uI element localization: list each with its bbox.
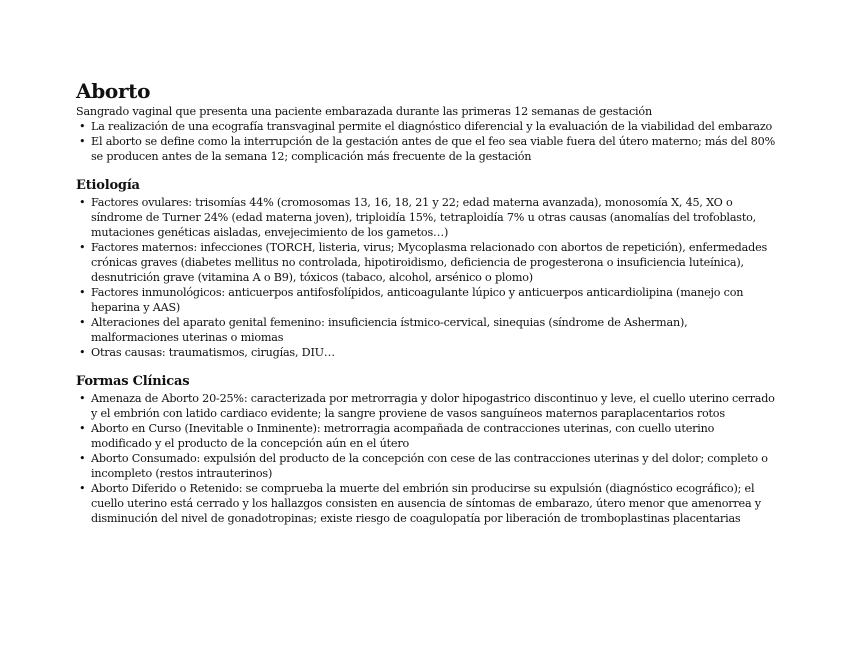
list-item: • Otras causas: traumatismos, cirugías, DIU… <box>76 345 776 360</box>
page-title: Aborto <box>76 79 151 103</box>
list-item: • Aborto Consumado: expulsión del producto de la concepción con cese de las contracciones uterinas y del dolor; completo o incompleto (restos intrauterinos) <box>76 451 776 481</box>
intro-list <box>76 119 776 164</box>
list-item: • Factores inmunológicos: anticuerpos antifosfolípidos, anticoagulante lúpico y anticuerpos anticardiolipina (manejo con heparina y AAS) <box>76 285 776 315</box>
list-item: • Aborto Diferido o Retenido: se comprueba la muerte del embrión sin producirse su expulsión (diagnóstico ecográfico); el cuello uterino está cerrado y los hallazgos consisten en ausencia de síntomas de embarazo, útero menor que amenorrea y disminución del nivel de gonadotropinas; existe riesgo de coagulopatía por liberación de tromboplastinas placentarias <box>76 481 776 526</box>
document-page <box>76 80 776 526</box>
list-item: • Amenaza de Aborto 20-25%: caracterizada por metrorragia y dolor hipogastrico discontinuo y leve, el cuello uterino cerrado y el embrión con latido cardiaco evidente; la sangre proviene de vasos sanguíneos maternos paraplacentarios rotos <box>76 391 776 421</box>
list-item: • El aborto se define como la interrupción de la gestación antes de que el feo sea viable fuera del útero materno; más del 80% se producen antes de la semana 12; complicación más frecuente de la gestación <box>76 134 776 164</box>
etiologia-list <box>76 195 776 360</box>
page-subtitle: Sangrado vaginal que presenta una paciente embarazada durante las primeras 12 semanas de gestación <box>76 105 652 118</box>
list-item: • Aborto en Curso (Inevitable o Inminente): metrorragia acompañada de contracciones uterinas, con cuello uterino modificado y el producto de la concepción aún en el útero <box>76 421 776 451</box>
list-item: • La realización de una ecografía transvaginal permite el diagnóstico diferencial y la evaluación de la viabilidad del embarazo <box>76 119 776 134</box>
list-item: • Factores ovulares: trisomías 44% (cromosomas 13, 16, 18, 21 y 22; edad materna avanzada), monosomía X, 45, XO o síndrome de Turner 24% (edad materna joven), triploidía 15%, tetraploidía 7% u otras causas (anomalías del trofoblasto, mutaciones genéticas aisladas, envejecimiento de los gametos…) <box>76 195 776 240</box>
list-item: • Alteraciones del aparato genital femenino: insuficiencia ístmico-cervical, sinequias (síndrome de Asherman), malformaciones uterinas o miomas <box>76 315 776 345</box>
section-heading-etiologia: Etiología <box>76 178 140 193</box>
section-heading-formas-clinicas: Formas Clínicas <box>76 374 190 389</box>
list-item: • Factores maternos: infecciones (TORCH, listeria, virus; Mycoplasma relacionado con abortos de repetición), enfermedades crónicas graves (diabetes mellitus no controlada, hipotiroidismo, deficiencia de progesterona o insuficiencia luteínica), desnutrición grave (vitamina A o B9), tóxicos (tabaco, alcohol, arsénico o plomo) <box>76 240 776 285</box>
formas-clinicas-list <box>76 391 776 526</box>
